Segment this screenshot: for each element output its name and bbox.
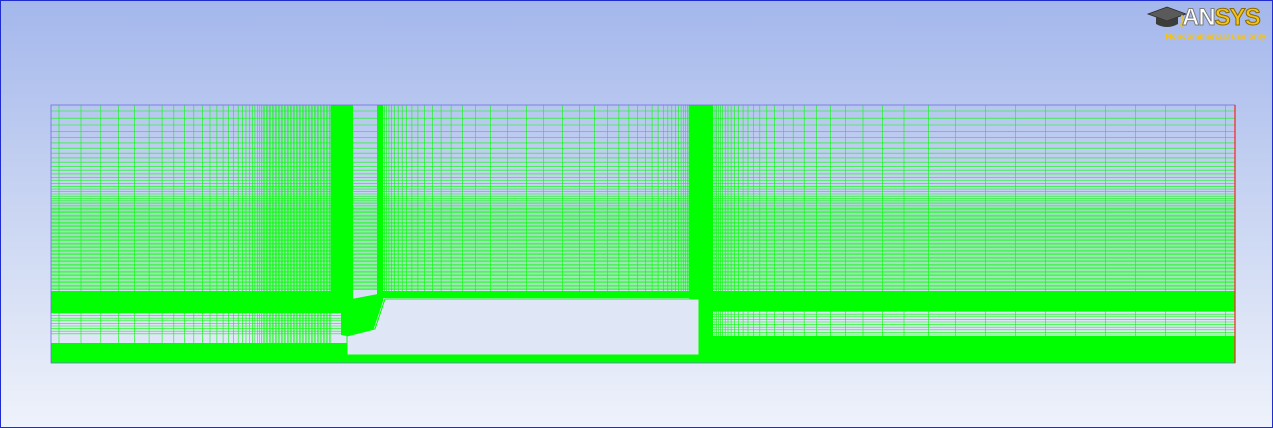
brand-name: ANSYS (1182, 4, 1260, 31)
mesh-display[interactable] (1, 1, 1273, 428)
license-note: Noncommercial use only (1165, 31, 1266, 41)
ansys-logo (1146, 4, 1266, 42)
